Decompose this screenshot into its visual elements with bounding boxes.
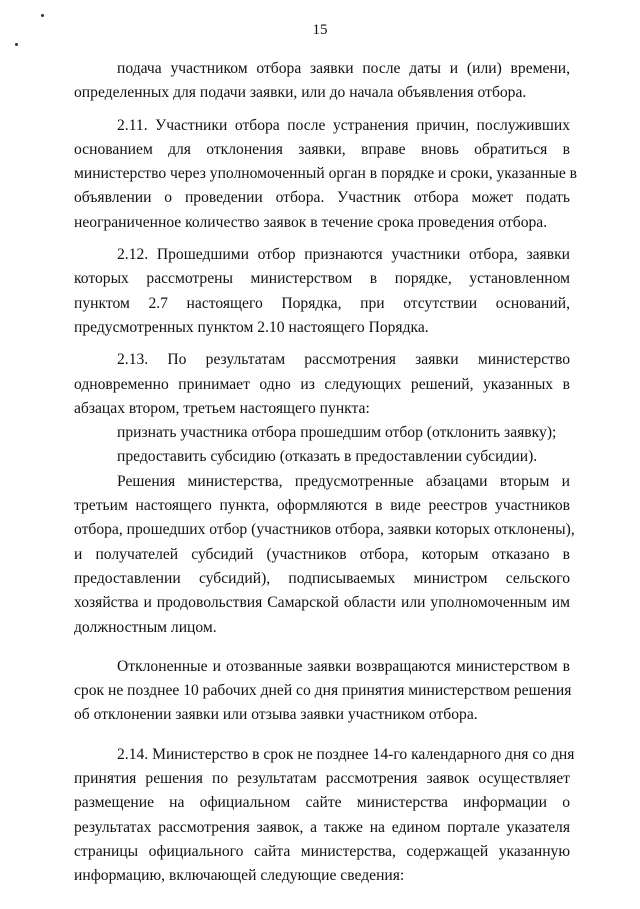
scan-speck: [15, 43, 18, 46]
text-line: хозяйства и продовольствия Самарской области или уполномоченным им: [74, 594, 570, 612]
paragraph-returned-applications: [74, 655, 570, 728]
paragraph-2-13: [74, 348, 570, 421]
text-line: основанием для отклонения заявки, вправе вновь обратиться в: [74, 140, 570, 158]
text-line: признать участника отбора прошедшим отбор (отклонить заявку);: [117, 424, 557, 442]
paragraph-continuation: [74, 57, 570, 106]
text-line: одновременно принимает одно из следующих решений, указанных в: [74, 375, 570, 393]
text-line: 2.14. Министерство в срок не позднее 14-го календарного дня со дня: [117, 745, 575, 763]
text-line: министерство через уполномоченный орган в порядке и сроки, указанные в: [74, 165, 578, 183]
text-line: размещение на официальном сайте министерства информации о: [74, 794, 570, 812]
text-line: неограниченное количество заявок в течение срока проведения отбора.: [74, 213, 548, 231]
text-line: абзацах втором, третьем настоящего пункта:: [74, 399, 370, 417]
text-line: принятия решения по результатам рассмотрения заявок осуществляет: [74, 770, 570, 788]
text-line: третьим настоящего пункта, оформляются в виде реестров участников: [74, 497, 570, 515]
text-line: объявлении о проведении отбора. Участник отбора может подать: [74, 189, 570, 207]
text-line: подача участником отбора заявки после даты и (или) времени,: [117, 60, 570, 77]
text-line: Отклоненные и отозванные заявки возвращаются министерством в: [117, 657, 570, 675]
text-line: страницы официального сайта министерства, содержащей указанную: [74, 842, 570, 860]
paragraph-2-14: [74, 743, 575, 889]
text-line: результатах рассмотрения заявок, а также на едином портале указателя: [74, 818, 570, 836]
text-line: предоставлении субсидий), подписываемых министром сельского: [74, 569, 570, 587]
scan-speck: [41, 14, 44, 17]
text-line: срок не позднее 10 рабочих дней со дня принятия министерством решения: [74, 682, 572, 700]
text-line: отбора, прошедших отбор (участников отбора, заявки которых отклонены),: [74, 521, 575, 539]
text-line: информацию, включающей следующие сведения:: [74, 867, 405, 885]
paragraph-decisions: [74, 470, 575, 640]
paragraph-2-13-option-b: [74, 445, 570, 469]
text-line: предусмотренных пунктом 2.10 настоящего Порядка.: [74, 318, 429, 336]
text-line: которых рассмотрены министерством в порядке, установленном: [74, 270, 570, 288]
text-line: Решения министерства, предусмотренные абзацами вторым и: [117, 472, 570, 490]
document-body: [74, 57, 578, 889]
text-line: и получателей субсидий (участников отбора, которым отказано в: [74, 545, 570, 563]
paragraph-2-12: [74, 243, 570, 340]
paragraph-2-13-option-a: [74, 421, 570, 445]
text-line: 2.12. Прошедшими отбор признаются участники отбора, заявки: [117, 246, 570, 264]
text-line: должностным лицом.: [74, 618, 217, 636]
text-line: пунктом 2.7 настоящего Порядка, при отсутствии оснований,: [74, 294, 570, 312]
text-line: предоставить субсидию (отказать в предоставлении субсидии).: [117, 448, 538, 466]
text-line: 2.11. Участники отбора после устранения причин, послуживших: [117, 116, 570, 134]
text-line: об отклонении заявки или отзыва заявки участником отбора.: [74, 706, 478, 724]
page-number: 15: [312, 22, 328, 38]
text-line: 2.13. По результатам рассмотрения заявки министерство: [117, 351, 570, 369]
paragraph-2-11: [74, 114, 578, 235]
text-line: определенных для подачи заявки, или до начала объявления отбора.: [74, 84, 527, 102]
